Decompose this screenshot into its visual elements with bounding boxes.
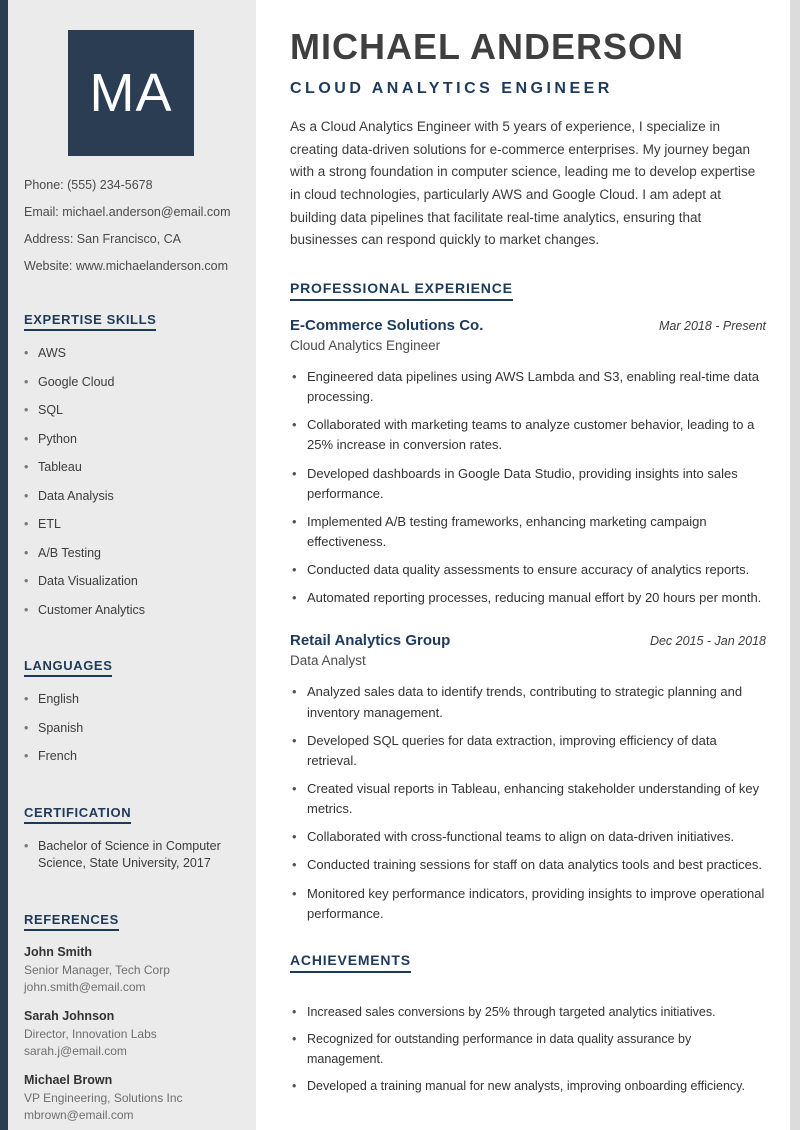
experience-section xyxy=(290,280,766,924)
avatar xyxy=(68,30,194,156)
summary-text: As a Cloud Analytics Engineer with 5 years of experience, I specialize in creating data-driven solutions for e-commerce enterprises. My journey began with a strong foundation in computer science, leading me to develop expertise in cloud technologies, particularly AWS and Google Cloud. I am adept at building data pipelines that facilitate real-time analytics, ensuring that businesses can respond quickly to market changes. xyxy=(290,119,756,248)
job-dates: Dec 2015 - Jan 2018 xyxy=(649,634,766,649)
reference-name: Michael Brown xyxy=(24,1072,113,1087)
languages-section xyxy=(24,657,238,766)
skill-item: • Data Analysis xyxy=(24,488,238,506)
achievements-list xyxy=(290,1003,766,1097)
job-entry xyxy=(290,632,766,923)
certification-item: • Bachelor of Science in Computer Science, State University, 2017 xyxy=(24,838,238,873)
certification-list xyxy=(24,838,238,873)
job-bullet: • Conducted data quality assessments to ensure accuracy of analytics reports. xyxy=(290,560,766,580)
reference-name: John Smith xyxy=(24,944,93,959)
skills-section xyxy=(24,311,238,619)
achievements-heading: ACHIEVEMENTS xyxy=(290,952,411,973)
company-name: Retail Analytics Group xyxy=(290,632,451,650)
contact-phone: Phone: (555) 234-5678 xyxy=(24,178,153,192)
skill-item: • Data Visualization xyxy=(24,573,238,591)
reference-email: mbrown@email.com xyxy=(24,1107,134,1122)
job-bullet-list xyxy=(290,682,766,923)
achievement-item: • Recognized for outstanding performance in data quality assurance by management. xyxy=(290,1030,766,1069)
reference-entry xyxy=(24,1009,238,1058)
job-header xyxy=(290,317,766,334)
achievement-item: • Increased sales conversions by 25% through targeted analytics initiatives. xyxy=(290,1003,766,1022)
job-entry xyxy=(290,317,766,608)
certification-heading: CERTIFICATION xyxy=(24,805,131,824)
language-item: • French xyxy=(24,748,238,766)
languages-heading: LANGUAGES xyxy=(24,658,112,677)
contact-email: Email: michael.anderson@email.com xyxy=(24,205,231,219)
avatar-initials: MA xyxy=(89,63,173,123)
contact-address: Address: San Francisco, CA xyxy=(24,232,182,246)
job-bullet: • Collaborated with cross-functional teams to align on data-driven initiatives. xyxy=(290,827,766,847)
skill-item: • Google Cloud xyxy=(24,374,238,392)
sidebar xyxy=(8,0,256,1130)
job-title: CLOUD ANALYTICS ENGINEER xyxy=(290,80,613,97)
job-bullet: • Automated reporting processes, reducing manual effort by 20 hours per month. xyxy=(290,588,766,608)
job-bullet: • Collaborated with marketing teams to analyze customer behavior, leading to a 25% increase in conversion rates. xyxy=(290,415,766,455)
references-section xyxy=(24,911,238,1122)
languages-list xyxy=(24,691,238,766)
right-edge-strip xyxy=(790,0,800,1130)
job-header xyxy=(290,632,766,649)
job-bullet: • Developed SQL queries for data extraction, improving efficiency of data retrieval. xyxy=(290,731,766,771)
skill-item: • AWS xyxy=(24,345,238,363)
job-bullet: • Created visual reports in Tableau, enhancing stakeholder understanding of key metrics. xyxy=(290,779,766,819)
job-role: Cloud Analytics Engineer xyxy=(290,338,441,354)
achievement-item: • Developed a training manual for new analysts, improving onboarding efficiency. xyxy=(290,1077,766,1096)
job-bullet: • Monitored key performance indicators, providing insights to improve operational performance. xyxy=(290,884,766,924)
job-bullet: • Implemented A/B testing frameworks, enhancing marketing campaign effectiveness. xyxy=(290,512,766,552)
reference-entry xyxy=(24,945,238,994)
job-bullet: • Conducted training sessions for staff on data analytics tools and best practices. xyxy=(290,855,766,875)
job-bullet: • Developed dashboards in Google Data Studio, providing insights into sales performance. xyxy=(290,464,766,504)
reference-entry xyxy=(24,1073,238,1122)
experience-heading: PROFESSIONAL EXPERIENCE xyxy=(290,280,513,301)
skill-item: • SQL xyxy=(24,402,238,420)
company-name: E-Commerce Solutions Co. xyxy=(290,317,484,335)
job-bullet: • Analyzed sales data to identify trends, contributing to strategic planning and inventory management. xyxy=(290,682,766,722)
page-title: MICHAEL ANDERSON xyxy=(290,26,685,67)
reference-title: VP Engineering, Solutions Inc xyxy=(24,1090,183,1105)
job-dates: Mar 2018 - Present xyxy=(659,319,766,334)
reference-title: Senior Manager, Tech Corp xyxy=(24,962,170,977)
certification-section xyxy=(24,804,238,873)
language-item: • English xyxy=(24,691,238,709)
achievements-section xyxy=(290,952,766,1097)
language-item: • Spanish xyxy=(24,720,238,738)
main-content xyxy=(256,0,790,1130)
job-role: Data Analyst xyxy=(290,653,366,669)
skills-heading: EXPERTISE SKILLS xyxy=(24,312,156,331)
skill-item: • Python xyxy=(24,431,238,449)
skill-item: • A/B Testing xyxy=(24,545,238,563)
job-bullet: • Engineered data pipelines using AWS Lambda and S3, enabling real-time data processing. xyxy=(290,367,766,407)
skill-item: • Tableau xyxy=(24,459,238,477)
contact-block xyxy=(24,178,238,273)
reference-email: sarah.j@email.com xyxy=(24,1043,127,1058)
skills-list xyxy=(24,345,238,619)
reference-name: Sarah Johnson xyxy=(24,1008,115,1023)
skill-item: • ETL xyxy=(24,516,238,534)
references-heading: REFERENCES xyxy=(24,912,119,931)
left-accent-bar xyxy=(0,0,8,1130)
contact-website: Website: www.michaelanderson.com xyxy=(24,259,229,273)
reference-email: john.smith@email.com xyxy=(24,979,146,994)
job-bullet-list xyxy=(290,367,766,608)
skill-item: • Customer Analytics xyxy=(24,602,238,620)
reference-title: Director, Innovation Labs xyxy=(24,1026,157,1041)
